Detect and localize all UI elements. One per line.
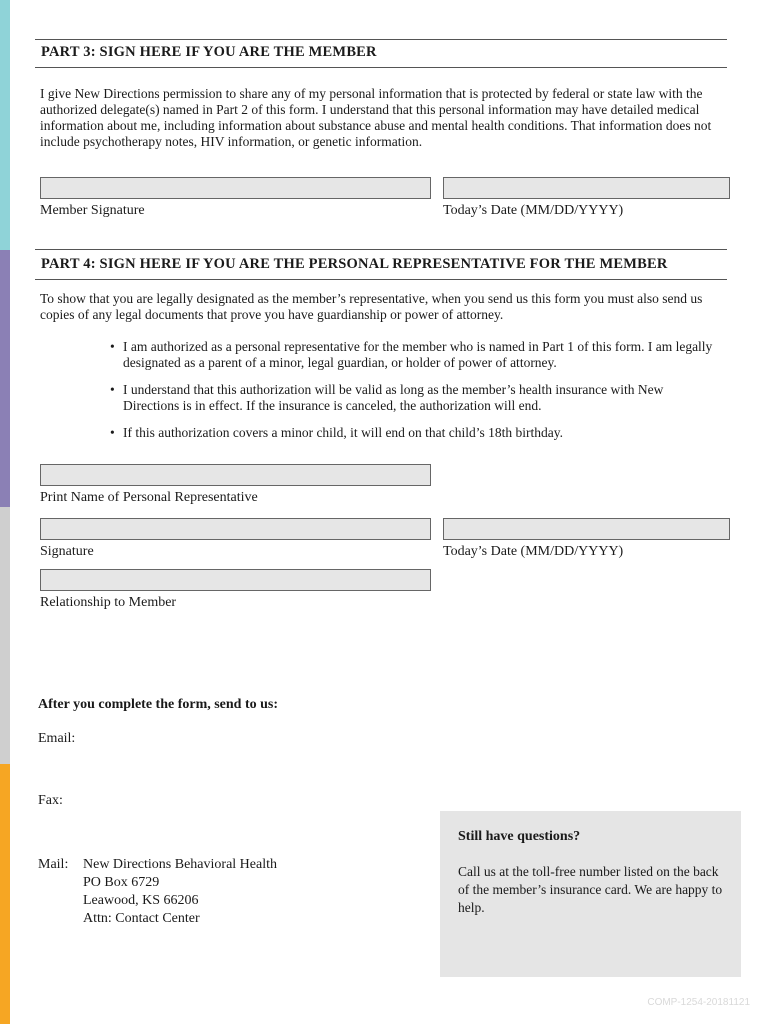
bullet-item: • If this authorization covers a minor child, it will end on that child’s 18th birthday.: [110, 425, 564, 440]
print-name-label: Print Name of Personal Representative: [40, 490, 258, 505]
part4-bottom-rule: [35, 279, 727, 280]
part3-paragraph: I give New Directions permission to share any of my personal information that is protected by federal or state law with the authorized delegate(s) named in Part 2 of this form. I understand that this personal information may have detailed medical information about me, including information about substance abuse and mental health conditions. That information does not include psychotherapy notes, HIV information, or genetic information.: [40, 86, 712, 149]
address-line: Leawood, KS 66206: [83, 893, 199, 908]
side-stripe-purple: [0, 250, 10, 507]
bullet-dot: •: [110, 382, 115, 397]
part3-heading: PART 3: SIGN HERE IF YOU ARE THE MEMBER: [41, 44, 377, 60]
representative-signature-label: Signature: [40, 544, 94, 559]
bullet-item: • I am authorized as a personal representative for the member who is named in Part 1 of this form. I am legally designated as a parent of a minor, legal guardian, or holder of power of attorney.: [110, 339, 713, 370]
form-code: COMP-1254-20181121: [647, 997, 750, 1008]
help-box: [440, 811, 741, 977]
member-date-field[interactable]: [443, 177, 730, 199]
part4-heading: PART 4: SIGN HERE IF YOU ARE THE PERSONAL REPRESENTATIVE FOR THE MEMBER: [41, 256, 668, 272]
mailing-address: [83, 856, 277, 928]
bullet-dot: •: [110, 425, 115, 440]
help-title: Still have questions?: [458, 829, 581, 844]
side-stripe-gray: [0, 507, 10, 764]
send-instructions-title: After you complete the form, send to us:: [38, 697, 279, 712]
bullet-dot: •: [110, 339, 115, 354]
member-signature-label: Member Signature: [40, 203, 145, 218]
email-label: Email:: [38, 731, 76, 746]
part3-bottom-rule: [35, 67, 727, 68]
side-stripe-teal: [0, 0, 10, 250]
part4-intro: To show that you are legally designated as the member’s representative, when you send us this form you must also send us copies of any legal documents that prove you have guardianship or power of attorney.: [40, 291, 703, 322]
part4-top-rule: [35, 249, 727, 250]
mail-label: Mail:: [38, 857, 69, 872]
relationship-label: Relationship to Member: [40, 595, 177, 610]
fax-label: Fax:: [38, 793, 63, 808]
bullet-item: • I understand that this authorization will be valid as long as the member’s health insurance with New Directions is in effect. If the insurance is canceled, the authorization will end.: [110, 382, 664, 413]
side-stripe-orange: [0, 764, 10, 1024]
authorization-bullet-list: [110, 339, 715, 452]
representative-date-label: Today’s Date (MM/DD/YYYY): [443, 544, 624, 559]
part3-top-rule: [35, 39, 727, 40]
member-signature-field[interactable]: [40, 177, 431, 199]
print-name-field[interactable]: [40, 464, 431, 486]
member-date-label: Today’s Date (MM/DD/YYYY): [443, 203, 624, 218]
representative-signature-field[interactable]: [40, 518, 431, 540]
address-line: PO Box 6729: [83, 875, 160, 890]
representative-date-field[interactable]: [443, 518, 730, 540]
address-line: New Directions Behavioral Health: [83, 857, 277, 872]
relationship-field[interactable]: [40, 569, 431, 591]
help-body: Call us at the toll-free number listed on the back of the member’s insurance card. We are happy to help.: [458, 864, 723, 915]
address-line: Attn: Contact Center: [83, 911, 200, 926]
